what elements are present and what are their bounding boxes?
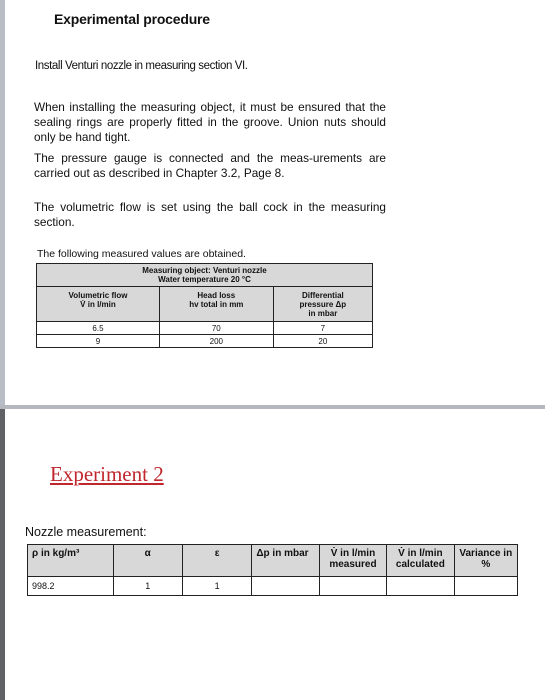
header-line: pressure Δp bbox=[299, 300, 347, 309]
table-merged-header bbox=[37, 264, 373, 287]
header-line: V̇ in l/min bbox=[80, 300, 116, 309]
header-density: ρ in kg/m³ bbox=[28, 545, 114, 577]
header-variance: Variance in % bbox=[454, 545, 517, 577]
header-alpha: α bbox=[113, 545, 182, 577]
left-margin-bar-bottom bbox=[0, 405, 5, 700]
table-cell[interactable]: 998.2 bbox=[28, 577, 114, 596]
table-row bbox=[37, 335, 373, 348]
measured-values-table bbox=[36, 263, 373, 348]
table-cell: 9 bbox=[37, 335, 160, 348]
section-title: Experimental procedure bbox=[54, 11, 210, 27]
header-line: Volumetric flow bbox=[68, 291, 128, 300]
merged-header-line2: Water temperature 20 °C bbox=[158, 275, 251, 284]
header-flow-calculated: V̇ in l/min calculated bbox=[387, 545, 454, 577]
table-cell: 6.5 bbox=[37, 322, 160, 335]
column-header-volumetric-flow bbox=[37, 287, 160, 322]
header-epsilon: ε bbox=[182, 545, 251, 577]
header-line: Head loss bbox=[197, 291, 236, 300]
header-line: Differential bbox=[301, 291, 344, 300]
paragraph-pressure-gauge: The pressure gauge is connected and the meas-urements are carried out as described in Chapter 3.2, Page 8. bbox=[34, 151, 386, 180]
experiment-heading: Experiment 2 bbox=[50, 462, 164, 486]
merged-header-line1: Measuring object: Venturi nozzle bbox=[142, 266, 267, 275]
table-row bbox=[28, 577, 518, 596]
table-row bbox=[37, 322, 373, 335]
paragraph-installation: When installing the measuring object, it must be ensured that the sealing rings are properly fitted in the groove. Union nuts should only be hand tight. bbox=[34, 100, 386, 144]
nozzle-measurement-label: Nozzle measurement: bbox=[25, 525, 147, 539]
table-cell[interactable] bbox=[454, 577, 517, 596]
table-cell[interactable] bbox=[387, 577, 454, 596]
table-cell[interactable] bbox=[252, 577, 319, 596]
table-cell[interactable] bbox=[319, 577, 386, 596]
install-instruction: Install Venturi nozzle in measuring section VI. bbox=[35, 60, 248, 72]
merged-header-cell bbox=[37, 264, 373, 287]
header-line: in mbar bbox=[308, 309, 338, 318]
header-line: hv total in mm bbox=[189, 300, 244, 309]
table-cell: 200 bbox=[159, 335, 273, 348]
table-caption: The following measured values are obtained. bbox=[37, 248, 246, 260]
column-header-head-loss bbox=[159, 287, 273, 322]
table-cell[interactable]: 1 bbox=[182, 577, 251, 596]
nozzle-measurement-table bbox=[27, 544, 518, 596]
header-differential-pressure: Δp in mbar bbox=[252, 545, 319, 577]
table-header-row bbox=[28, 545, 518, 577]
header-flow-measured: V̇ in l/min measured bbox=[319, 545, 386, 577]
left-margin-bar-top bbox=[0, 0, 5, 405]
column-header-differential-pressure bbox=[273, 287, 372, 322]
table-column-headers bbox=[37, 287, 373, 322]
page-divider bbox=[0, 405, 545, 409]
table-cell[interactable]: 1 bbox=[113, 577, 182, 596]
table-cell: 70 bbox=[159, 322, 273, 335]
paragraph-volumetric-flow: The volumetric flow is set using the ball cock in the measuring section. bbox=[34, 200, 386, 229]
table-cell: 7 bbox=[273, 322, 372, 335]
table-cell: 20 bbox=[273, 335, 372, 348]
